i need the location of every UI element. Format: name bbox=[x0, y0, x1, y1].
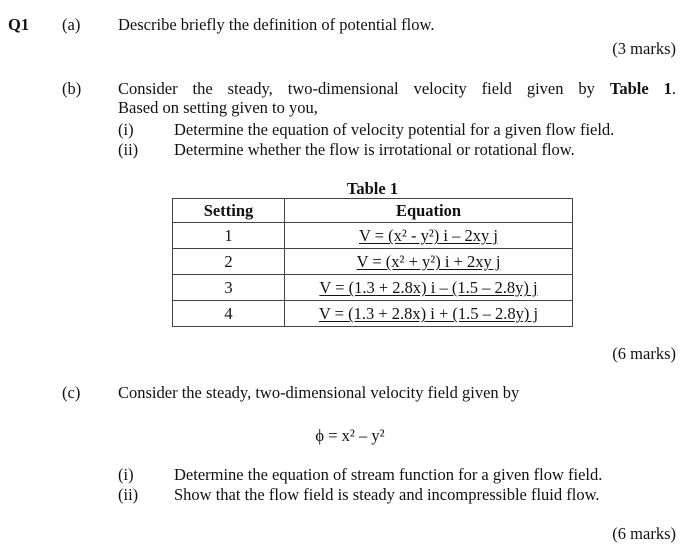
equation-cell: V = (1.3 + 2.8x) i + (1.5 – 2.8y) j bbox=[285, 301, 573, 327]
setting-cell: 1 bbox=[173, 223, 285, 249]
setting-cell: 4 bbox=[173, 301, 285, 327]
part-b-text-line1 bbox=[118, 79, 676, 98]
part-c-sub-ii-text: Show that the flow field is steady and incompressible fluid flow. bbox=[174, 485, 600, 504]
part-b-text: Consider the steady, two-dimensional velocity field given by bbox=[118, 79, 595, 98]
header-setting: Setting bbox=[173, 199, 285, 223]
part-c-text: Consider the steady, two-dimensional velocity field given by bbox=[118, 383, 520, 402]
equation-cell: V = (x² - y²) i – 2xy j bbox=[285, 223, 573, 249]
part-c-sub-i-label: (i) bbox=[118, 465, 134, 484]
part-b-sub-ii-label: (ii) bbox=[118, 140, 139, 159]
setting-cell: 2 bbox=[173, 249, 285, 275]
part-b-text-line2: Based on setting given to you, bbox=[118, 98, 318, 117]
part-b-sub-ii-text: Determine whether the flow is irrotational or rotational flow. bbox=[174, 140, 575, 159]
part-b-marks: (6 marks) bbox=[612, 344, 676, 363]
part-b-sub-i-label: (i) bbox=[118, 120, 134, 139]
part-b-label: (b) bbox=[62, 79, 82, 98]
part-c-sub-i-text: Determine the equation of stream function for a given flow field. bbox=[174, 465, 603, 484]
part-c-sub-ii-label: (ii) bbox=[118, 485, 139, 504]
part-a-label: (a) bbox=[62, 15, 81, 34]
header-equation: Equation bbox=[285, 199, 573, 223]
table-caption: Table 1 bbox=[346, 179, 399, 198]
table-row bbox=[173, 223, 573, 249]
part-b-period: . bbox=[671, 79, 677, 98]
setting-cell: 3 bbox=[173, 275, 285, 301]
part-c-label: (c) bbox=[62, 383, 81, 402]
part-b-sub-i-text: Determine the equation of velocity potential for a given flow field. bbox=[174, 120, 615, 139]
question-number: Q1 bbox=[8, 15, 30, 34]
table-row bbox=[173, 249, 573, 275]
table-row bbox=[173, 301, 573, 327]
part-c-marks: (6 marks) bbox=[612, 524, 676, 543]
equation-cell: V = (1.3 + 2.8x) i – (1.5 – 2.8y) j bbox=[285, 275, 573, 301]
part-a-marks: (3 marks) bbox=[612, 39, 676, 58]
velocity-field-table bbox=[172, 198, 573, 327]
stream-equation: ϕ = x² – y² bbox=[315, 426, 385, 445]
part-a-text: Describe briefly the definition of potential flow. bbox=[118, 15, 435, 34]
table-ref: Table 1 bbox=[609, 79, 672, 98]
table-header-row bbox=[173, 199, 573, 223]
table-row bbox=[173, 275, 573, 301]
equation-cell: V = (x² + y²) i + 2xy j bbox=[285, 249, 573, 275]
